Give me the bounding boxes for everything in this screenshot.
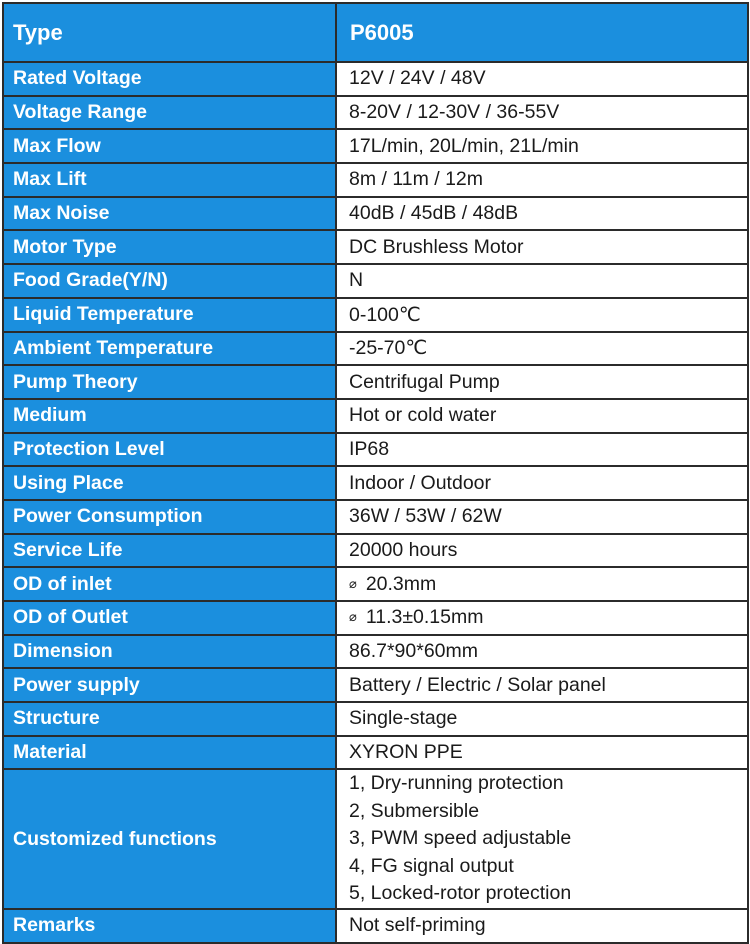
spec-table: [2, 2, 749, 944]
spec-label: Structure: [3, 702, 336, 736]
spec-label: Voltage Range: [3, 96, 336, 130]
header-model-value: P6005: [336, 3, 748, 62]
spec-row-protection-level: [3, 433, 748, 467]
spec-label: Power supply: [3, 668, 336, 702]
spec-value: 20.3mm: [365, 572, 437, 595]
spec-label: Max Lift: [3, 163, 336, 197]
spec-label: Protection Level: [3, 433, 336, 467]
spec-label: Using Place: [3, 466, 336, 500]
spec-label: Remarks: [3, 909, 336, 943]
list-item: 5, Locked-rotor protection: [349, 882, 572, 905]
spec-label: Rated Voltage: [3, 62, 336, 96]
spec-row-od-outlet: [3, 601, 748, 635]
spec-value: 17L/min, 20L/min, 21L/min: [336, 129, 748, 163]
spec-value: 20000 hours: [336, 534, 748, 568]
spec-row-dimension: [3, 635, 748, 669]
spec-label: OD of Outlet: [3, 601, 336, 635]
spec-value: 11.3±0.15mm: [365, 606, 484, 629]
spec-value: DC Brushless Motor: [336, 230, 748, 264]
diameter-icon: ⌀: [349, 575, 357, 591]
spec-value: XYRON PPE: [336, 736, 748, 770]
spec-label: Service Life: [3, 534, 336, 568]
spec-row-power-consumption: [3, 500, 748, 534]
spec-value: Indoor / Outdoor: [336, 466, 748, 500]
spec-row-power-supply: [3, 668, 748, 702]
spec-value: Single-stage: [336, 702, 748, 736]
header-type-label: Type: [3, 3, 336, 62]
spec-value-cell: [336, 567, 748, 601]
list-item: 4, FG signal output: [349, 854, 514, 877]
diameter-icon: ⌀: [349, 609, 357, 625]
spec-value: -25-70℃: [336, 332, 748, 366]
table-header-row: [3, 3, 748, 62]
spec-label: OD of inlet: [3, 567, 336, 601]
list-item: 1, Dry-running protection: [349, 772, 564, 795]
spec-value: 12V / 24V / 48V: [336, 62, 748, 96]
spec-row-ambient-temperature: [3, 332, 748, 366]
spec-value: 86.7*90*60mm: [336, 635, 748, 669]
spec-label: Medium: [3, 399, 336, 433]
list-item: 3, PWM speed adjustable: [349, 827, 572, 850]
spec-row-max-lift: [3, 163, 748, 197]
spec-value: Not self-priming: [336, 909, 748, 943]
spec-label: Customized functions: [3, 769, 336, 909]
customized-functions-list: [349, 770, 747, 908]
spec-value: Centrifugal Pump: [336, 365, 748, 399]
spec-label: Motor Type: [3, 230, 336, 264]
spec-row-structure: [3, 702, 748, 736]
spec-row-max-flow: [3, 129, 748, 163]
spec-label: Max Flow: [3, 129, 336, 163]
spec-value: 36W / 53W / 62W: [336, 500, 748, 534]
spec-row-medium: [3, 399, 748, 433]
spec-row-material: [3, 736, 748, 770]
spec-row-voltage-range: [3, 96, 748, 130]
spec-label: Food Grade(Y/N): [3, 264, 336, 298]
spec-row-motor-type: [3, 230, 748, 264]
spec-value: 40dB / 45dB / 48dB: [336, 197, 748, 231]
spec-row-od-inlet: [3, 567, 748, 601]
spec-row-service-life: [3, 534, 748, 568]
spec-label: Dimension: [3, 635, 336, 669]
spec-value: 0-100℃: [336, 298, 748, 332]
spec-row-pump-theory: [3, 365, 748, 399]
spec-label: Liquid Temperature: [3, 298, 336, 332]
list-item: 2, Submersible: [349, 799, 480, 822]
spec-value: Battery / Electric / Solar panel: [336, 668, 748, 702]
spec-value: N: [336, 264, 748, 298]
spec-value-cell: [336, 601, 748, 635]
spec-value: Hot or cold water: [336, 399, 748, 433]
spec-row-food-grade: [3, 264, 748, 298]
spec-label: Max Noise: [3, 197, 336, 231]
customized-functions-cell: [336, 769, 748, 909]
spec-label: Power Consumption: [3, 500, 336, 534]
spec-row-rated-voltage: [3, 62, 748, 96]
spec-row-using-place: [3, 466, 748, 500]
spec-value: IP68: [336, 433, 748, 467]
spec-value: 8m / 11m / 12m: [336, 163, 748, 197]
spec-label: Pump Theory: [3, 365, 336, 399]
spec-row-liquid-temperature: [3, 298, 748, 332]
spec-row-max-noise: [3, 197, 748, 231]
spec-label: Material: [3, 736, 336, 770]
spec-row-customized-functions: [3, 769, 748, 909]
spec-row-remarks: [3, 909, 748, 943]
spec-value: 8-20V / 12-30V / 36-55V: [336, 96, 748, 130]
spec-label: Ambient Temperature: [3, 332, 336, 366]
